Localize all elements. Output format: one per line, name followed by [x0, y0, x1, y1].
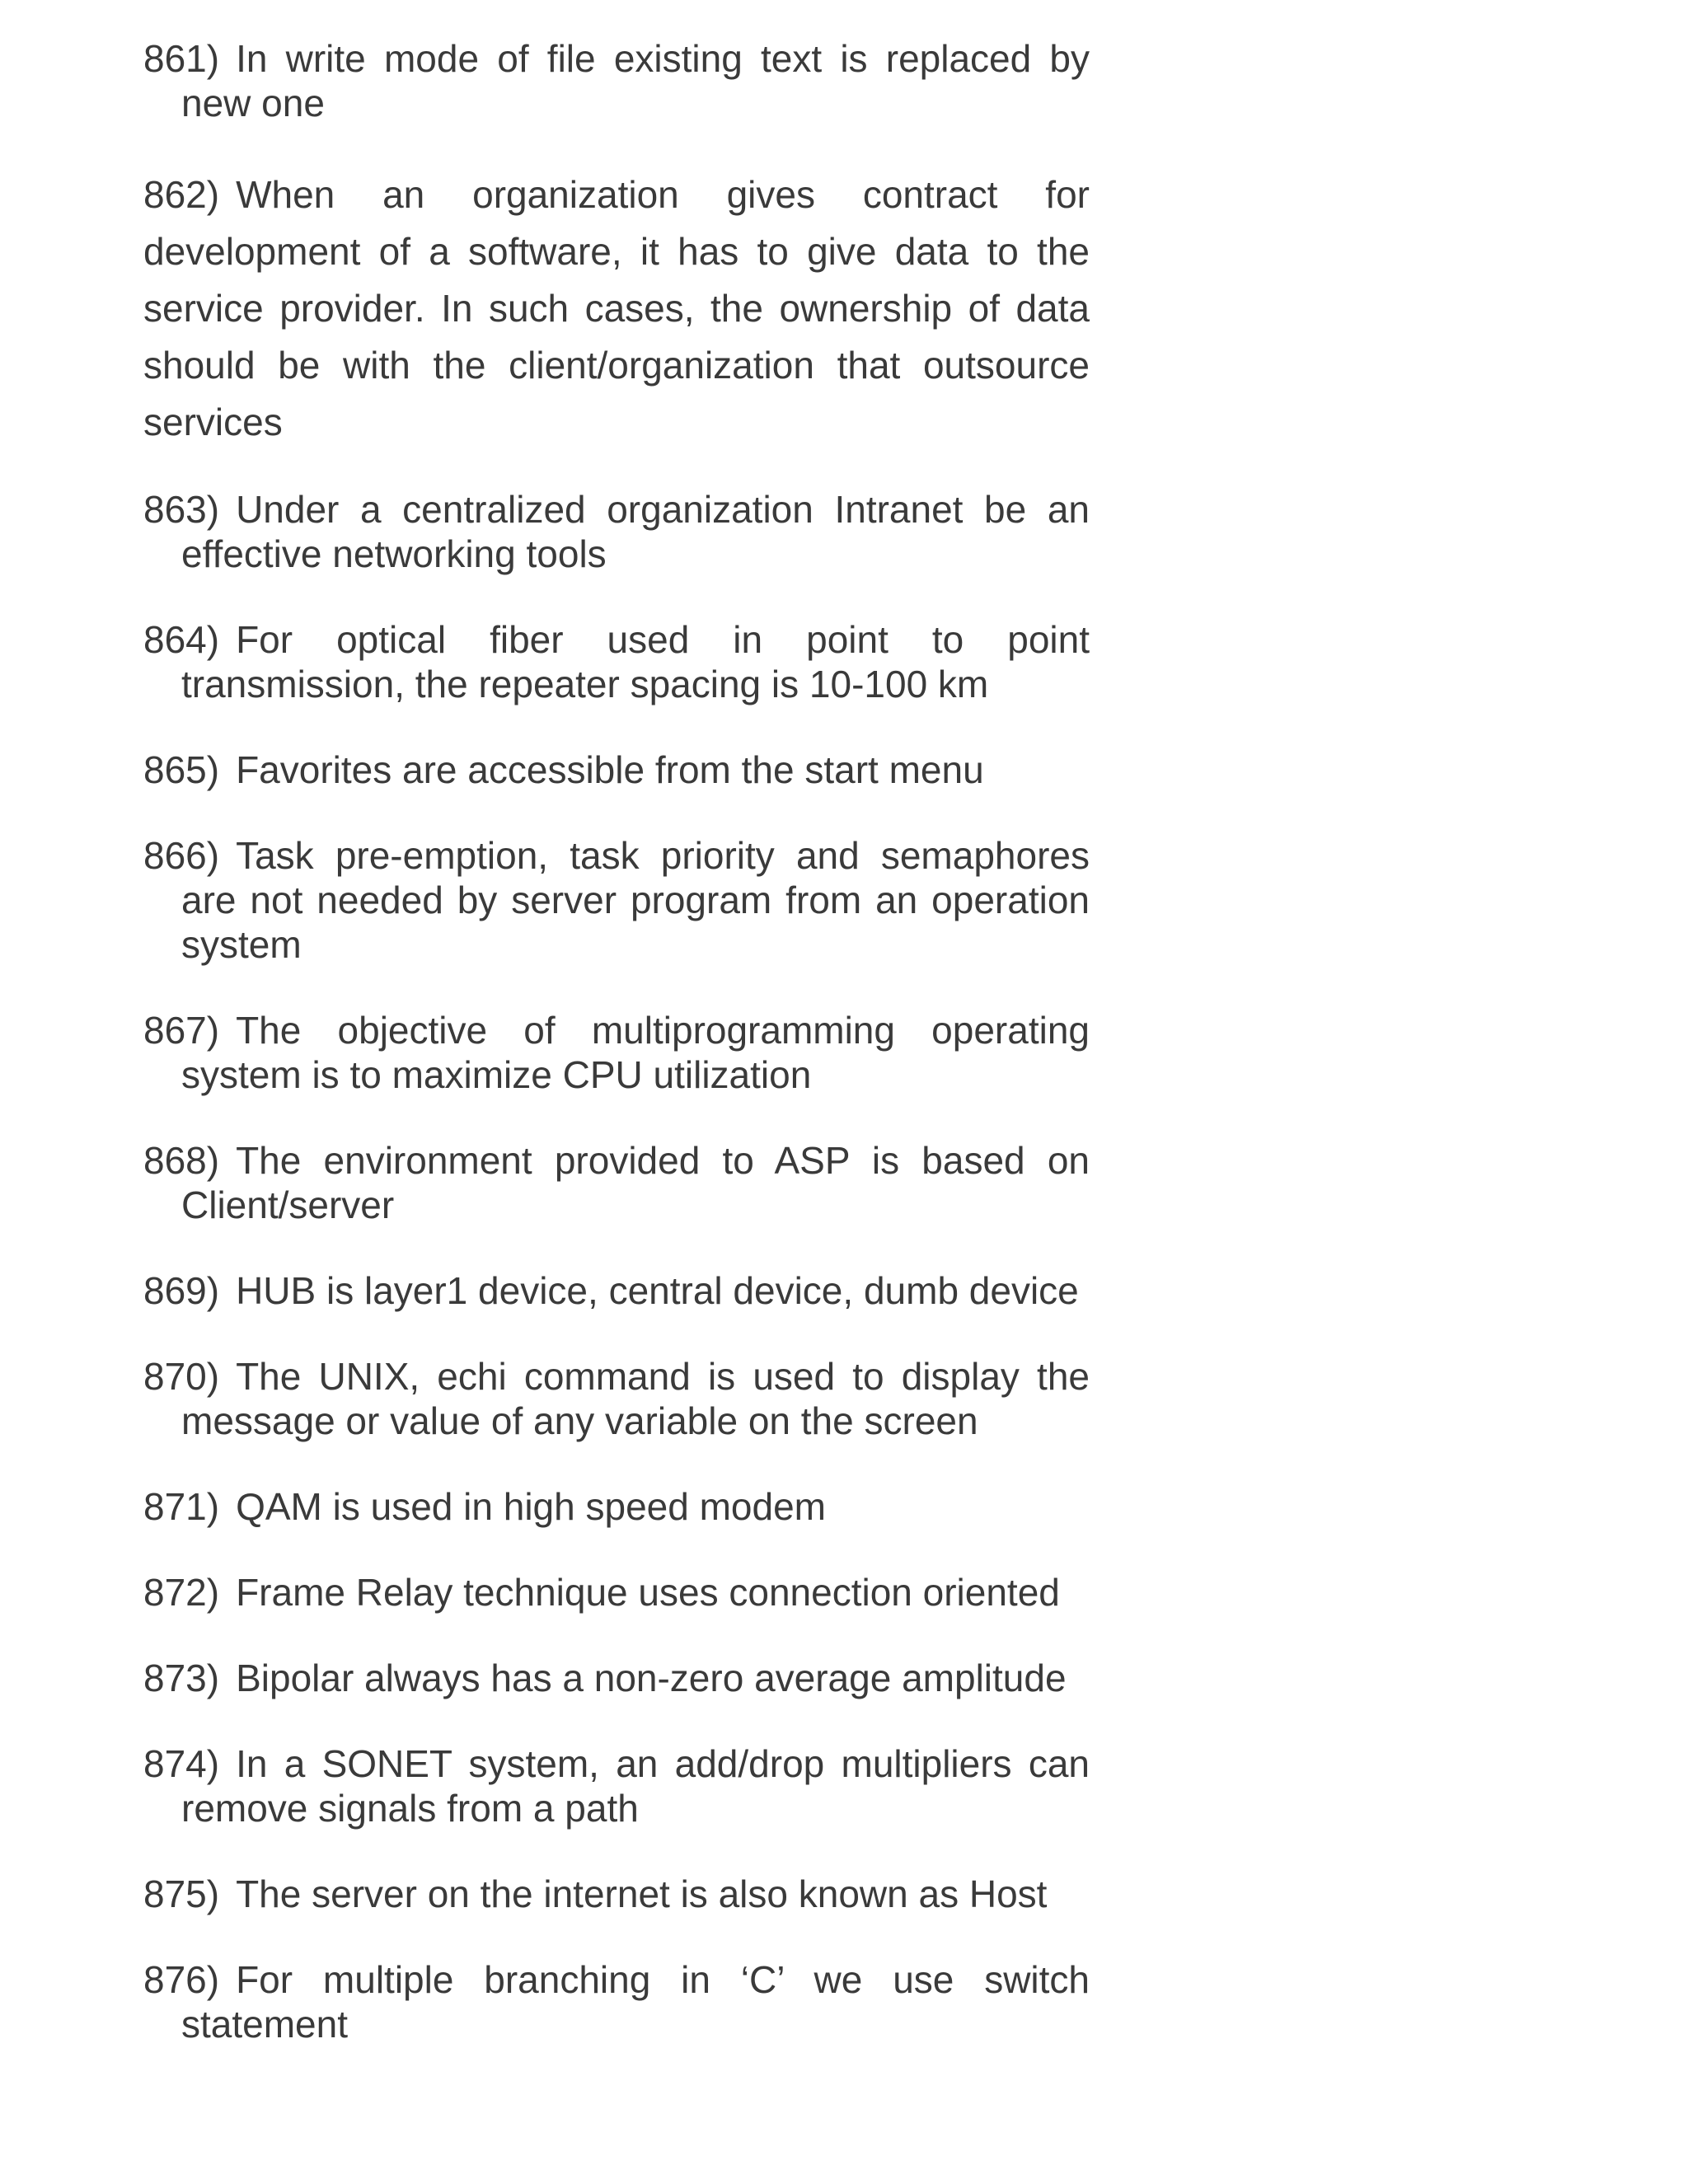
list-item	[143, 36, 1090, 125]
item-number: 867)	[143, 1009, 220, 1052]
item-number: 873)	[143, 1657, 220, 1699]
list-item	[143, 1872, 1090, 1916]
item-text: Favorites are accessible from the start menu	[236, 748, 984, 791]
item-text: The environment provided to ASP is based on Client/server	[181, 1139, 1090, 1226]
list-item	[143, 1138, 1090, 1227]
item-text: Bipolar always has a non-zero average amplitude	[236, 1657, 1067, 1699]
item-text: Under a centralized organization Intranet be an effective networking tools	[181, 488, 1090, 575]
list-item	[143, 833, 1090, 967]
list-item	[143, 617, 1090, 706]
list-item	[143, 1354, 1090, 1443]
item-text: When an organization gives contract for development of a software, it has to give data to the service provider. In such cases, the ownership of data should be with the client/organization that outsource services	[143, 173, 1090, 443]
item-number: 876)	[143, 1958, 220, 2001]
list-item	[143, 487, 1090, 576]
list-item	[143, 1957, 1090, 2046]
item-number: 861)	[143, 37, 220, 80]
list-item	[143, 1741, 1090, 1830]
list-item	[143, 1656, 1090, 1700]
item-text: QAM is used in high speed modem	[236, 1485, 826, 1528]
item-number: 872)	[143, 1571, 220, 1614]
document-page	[143, 36, 1090, 2088]
item-text: For optical fiber used in point to point transmission, the repeater spacing is 10-100 km	[181, 618, 1090, 705]
item-number: 862)	[143, 173, 220, 216]
item-text: Frame Relay technique uses connection oriented	[236, 1571, 1060, 1614]
list-item	[143, 1484, 1090, 1529]
item-text: The objective of multiprogramming operating system is to maximize CPU utilization	[181, 1009, 1090, 1096]
item-text: In write mode of file existing text is replaced by new one	[181, 37, 1090, 124]
item-number: 868)	[143, 1139, 220, 1182]
item-number: 875)	[143, 1872, 220, 1915]
item-text: Task pre-emption, task priority and semaphores are not needed by server program from an operation system	[181, 834, 1090, 966]
item-number: 869)	[143, 1269, 220, 1312]
list-item	[143, 1570, 1090, 1615]
list-item	[143, 748, 1090, 792]
item-number: 871)	[143, 1485, 220, 1528]
item-text: The UNIX, echi command is used to display the message or value of any variable on the screen	[181, 1355, 1090, 1442]
item-text: HUB is layer1 device, central device, dumb device	[236, 1269, 1079, 1312]
item-text: In a SONET system, an add/drop multipliers can remove signals from a path	[181, 1742, 1090, 1830]
item-number: 874)	[143, 1742, 220, 1785]
item-number: 870)	[143, 1355, 220, 1398]
item-number: 863)	[143, 488, 220, 531]
item-number: 866)	[143, 834, 220, 877]
item-number: 864)	[143, 618, 220, 661]
list-item	[143, 1268, 1090, 1313]
list-item	[143, 166, 1090, 451]
item-number: 865)	[143, 748, 220, 791]
list-item	[143, 1008, 1090, 1097]
item-text: The server on the internet is also known as Host	[236, 1872, 1048, 1915]
item-text: For multiple branching in ‘C’ we use switch statement	[181, 1958, 1090, 2046]
